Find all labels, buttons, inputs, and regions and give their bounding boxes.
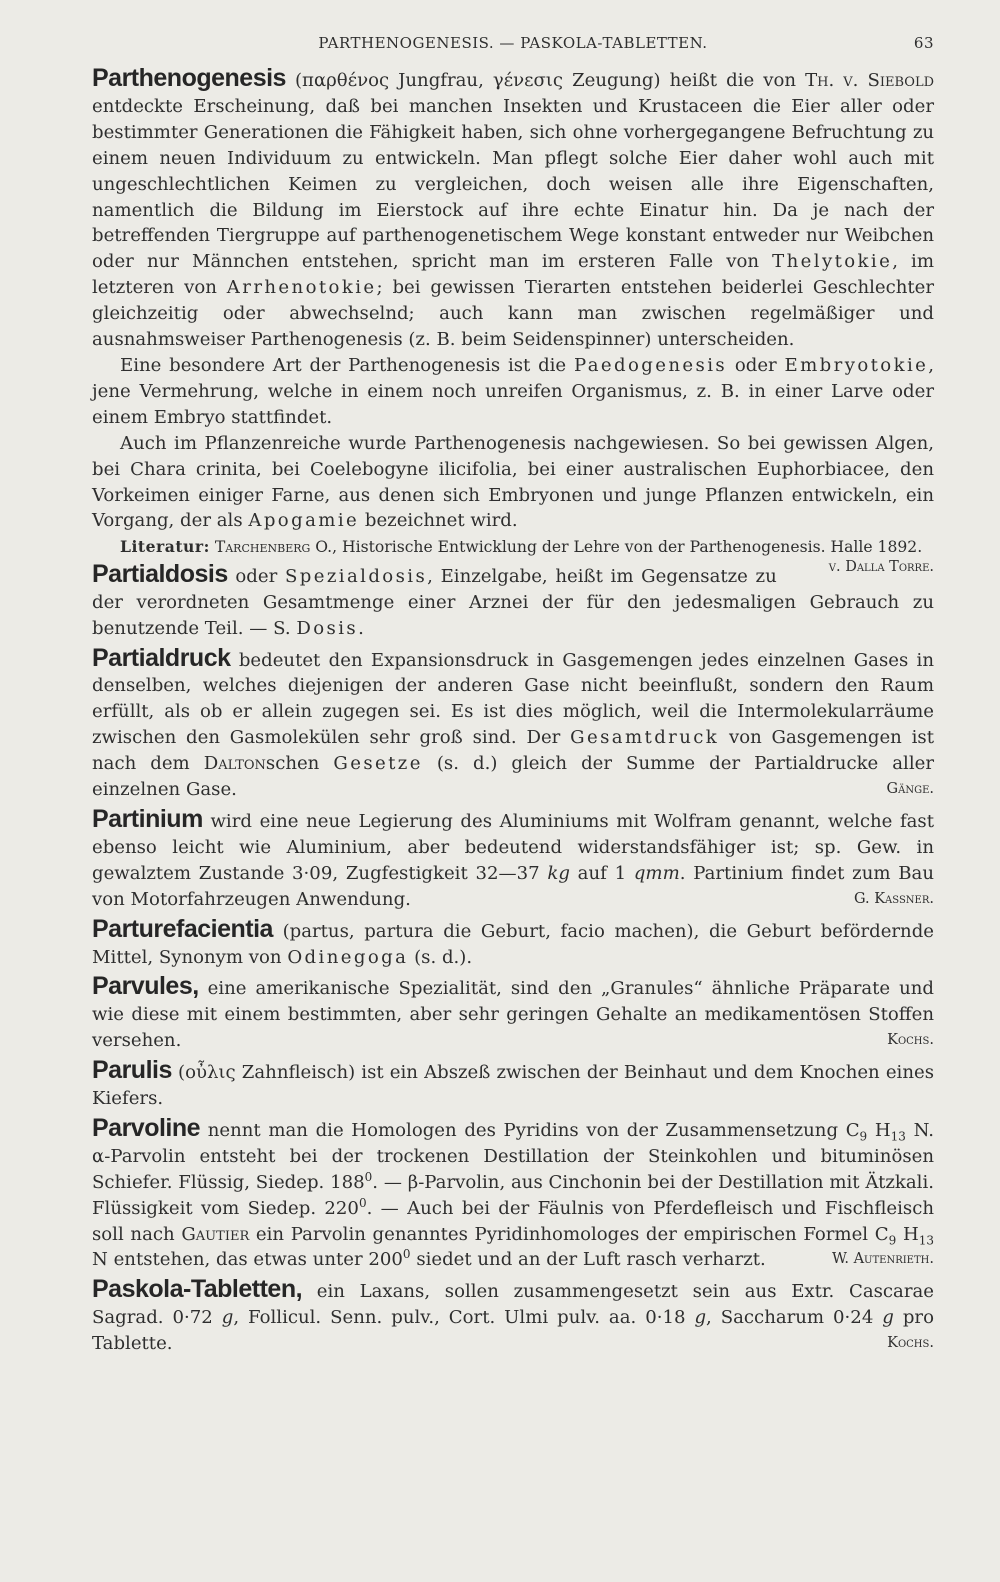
- entry-text: . — β-Parvolin, aus Cinchonin bei der Destillation mit Ätzkali. Flüssigkeit vom Siedep. 220: [92, 1171, 934, 1219]
- spaced-term: Embryotokie: [784, 354, 929, 376]
- headword: Parthenogenesis: [92, 64, 286, 92]
- entry-parvules: [92, 974, 934, 1054]
- entry-paskola-tabletten: [92, 1277, 934, 1357]
- paragraph-paedogenesis: [92, 353, 934, 431]
- entry-text: oder: [227, 565, 285, 587]
- subscript: 9: [888, 1233, 897, 1248]
- headword: Parulis: [92, 1056, 172, 1085]
- entry-text: Auch im Pflanzenreiche wurde Parthenogenesis nachgewiesen. So bei gewissen Algen, bei Chara crinita, bei Coelebogyne ilicifolia, bei einer australischen Euphorbiacee, den Vorkeimen einiger Farne, aus denen sich Embryonen und junge Pflanzen entwickeln, ein Vorgang, der als: [92, 432, 934, 532]
- page-body: [92, 66, 934, 1357]
- headword: Partialdruck: [92, 643, 231, 672]
- unit: g: [221, 1307, 234, 1329]
- entry-text: nennt man die Homologen des Pyridins von der Zusammensetzung C: [200, 1119, 860, 1141]
- literature-label: Literatur:: [120, 537, 210, 557]
- entry-text: . — Auch bei der Fäulnis von Pferdefleisch und Fischfleisch soll nach: [92, 1197, 934, 1245]
- author-name: Tarchenberg O.: [214, 538, 333, 557]
- entry-text: entdeckte Erscheinung, daß bei manchen Insekten und Krustaceen die Eier aller oder bestimmter Generationen die Fähigkeit haben, sich ohne vorhergegangene Befruchtung zu einem neuen Individuum zu entwickeln. Man pflegt solche Eier daher wohl auch mit ungeschlechtlichen Keimen zu vergleichen, doch weisen alle ihre Eigenschaften, namentlich die Bildung im Eierstock auf ihre echte Einatur hin. Da je nach der betreffenden Tiergruppe auf parthenogenetischem Wege konstant entweder nur Weibchen oder nur Männchen entstehen, spricht man im ersteren Falle von: [92, 95, 934, 273]
- entry-parvoline: [92, 1113, 935, 1273]
- headword: Parturefacientia: [92, 914, 273, 943]
- unit: qmm: [633, 862, 680, 884]
- signature: Gänge.: [886, 781, 934, 798]
- running-title: PARTHENOGENESIS. — PASKOLA-TABLETTEN.: [318, 34, 708, 52]
- signature: v. Dalla Torre.: [828, 558, 934, 575]
- spaced-term: Gesamtdruck: [570, 727, 720, 749]
- entry-text: . Partinium findet zum Bau von Motorfahrzeugen Anwendung.: [92, 862, 934, 910]
- signature: Kochs.: [887, 1335, 934, 1352]
- entry-text: (s. d.) gleich der Summe der Partialdrucke aller einzelnen Gase.: [92, 753, 934, 801]
- entry-text: , Saccharum 0·24: [706, 1307, 883, 1329]
- subscript: 13: [918, 1233, 935, 1248]
- entry-text: wird eine neue Legierung des Aluminiums mit Wolfram genannt, welche fast ebenso leicht wie Aluminium, aber bedeutend widerstandsfähiger ist; sp. Gew. in gewalztem Zustande 3·09, Zugfestigkeit 32—37: [92, 810, 934, 884]
- superscript: 0: [364, 1169, 373, 1184]
- signature: Kochs.: [887, 1032, 934, 1049]
- spaced-term: Paedogenesis: [573, 354, 728, 376]
- entry-parturefacientia: [92, 914, 934, 971]
- headword: Parvoline: [92, 1113, 201, 1142]
- entry-partinium: [92, 804, 934, 913]
- author-name: Dalton: [203, 753, 266, 775]
- author-name: Gautier: [181, 1223, 250, 1245]
- entry-text: (παρθένος Jungfrau, γένεσις Zeugung) heißt die von: [285, 70, 806, 91]
- unit: kg: [547, 862, 570, 884]
- entry-parthenogenesis: [92, 66, 934, 353]
- spaced-term: Thelytokie: [772, 251, 893, 273]
- entry-text: H: [867, 1119, 891, 1141]
- entry-text: , Einzelgabe, heißt im Gegensatze zu der verordneten Gesamtmenge einer Arznei der für den jedesmaligen Gebrauch zu benutzende Teil. — S.: [92, 565, 934, 639]
- subscript: 9: [859, 1129, 868, 1144]
- spaced-term: Gesetze: [333, 753, 423, 775]
- entry-text: , Follicul. Senn. pulv., Cort. Ulmi pulv. aa. 0·18: [233, 1307, 695, 1329]
- entry-text: N entstehen, das etwas unter 200: [92, 1249, 403, 1271]
- entry-text: auf 1: [569, 862, 634, 884]
- entry-text: ein Laxans, sollen zusammengesetzt sein aus Extr. Cascarae Sagrad. 0·72: [92, 1281, 934, 1329]
- entry-text: (s. d.).: [408, 946, 473, 968]
- entry-text: pro Tablette.: [92, 1307, 934, 1355]
- entry-text: ein Parvolin genanntes Pyridinhomologes der empirischen Formel C: [249, 1223, 889, 1245]
- entry-text: (οὖλις Zahnfleisch) ist ein Abszeß zwischen der Beinhaut und dem Knochen eines Kiefers.: [92, 1062, 934, 1110]
- headword: Parvules,: [92, 972, 199, 1001]
- unit: g: [694, 1307, 707, 1329]
- spaced-term: Dosis: [296, 617, 359, 639]
- headword: Partialdosis: [92, 559, 228, 588]
- superscript: 0: [402, 1247, 411, 1262]
- headword: Partinium: [92, 804, 203, 833]
- running-head: [92, 34, 934, 56]
- entry-text: (partus, partura die Geburt, facio machen), die Geburt befördernde Mittel, Synonym von: [92, 920, 934, 968]
- signature: W. Autenrieth.: [832, 1251, 934, 1268]
- page-number: 63: [913, 34, 934, 52]
- spaced-term: Spezialdosis: [284, 565, 428, 587]
- entry-text: von Gasgemengen ist nach dem: [92, 727, 934, 775]
- entry-text: oder: [727, 354, 785, 376]
- signature: G. Kassner.: [853, 890, 934, 907]
- spaced-term: Arrhenotokie: [226, 277, 377, 299]
- subscript: 13: [890, 1129, 906, 1144]
- spaced-term: Apogamie: [248, 510, 360, 532]
- paragraph-apogamie: [92, 431, 934, 535]
- entry-text: N. α-Parvolin entsteht bei der trockenen Destillation der Steinkohlen und bituminösen Schiefer. Flüssig, Siedep. 188: [92, 1119, 935, 1193]
- entry-text: bezeichnet wird.: [359, 510, 518, 532]
- superscript: 0: [358, 1195, 367, 1210]
- literature-text: , Historische Entwicklung der Lehre von der Parthenogenesis. Halle 1892.: [332, 538, 923, 557]
- spaced-term: Odinegoga: [287, 946, 409, 968]
- unit: g: [882, 1307, 894, 1329]
- entry-parulis: [92, 1058, 934, 1112]
- entry-text: H: [896, 1223, 919, 1245]
- entry-text: siedet und an der Luft rasch verharzt.: [410, 1249, 766, 1271]
- entry-text: .: [358, 617, 364, 639]
- headword: Paskola-Tabletten,: [92, 1275, 303, 1304]
- entry-text: bedeutet den Expansionsdruck in Gasgemengen jedes einzelnen Gases in denselben, welches diejenigen der anderen Gase nicht beeinflußt, sondern den Raum erfüllt, als ob er allein zugegen sei. Es ist dies möglich, weil die Intermolekularräume zwischen den Gasmolekülen sehr groß sind. Der: [92, 649, 934, 749]
- entry-text: Eine besondere Art der Parthenogenesis ist die: [120, 354, 574, 376]
- author-name: Th. v. Siebold: [805, 70, 934, 91]
- entry-text: ; bei gewissen Tierarten entstehen beiderlei Geschlechter gleichzeitig oder abwechselnd; auch kann man zwischen regelmäßiger und ausnahmsweiser Parthenogenesis (z. B. beim Seidenspinner) unterscheiden.: [92, 277, 935, 351]
- entry-text: , im letzteren von: [92, 251, 935, 299]
- entry-text: eine amerikanische Spezialität, sind den „Granules“ ähnliche Präparate und wie diese mit einem bestimmten, aber sehr geringen Gehalte an medikamentösen Stoffen versehen.: [92, 978, 934, 1052]
- entry-text: , jene Vermehrung, welche in einem noch unreifen Organismus, z. B. in einer Larve oder einem Embryo stattfindet.: [92, 354, 935, 428]
- entry-partialdruck: [92, 643, 934, 803]
- entry-text: schen: [265, 753, 334, 775]
